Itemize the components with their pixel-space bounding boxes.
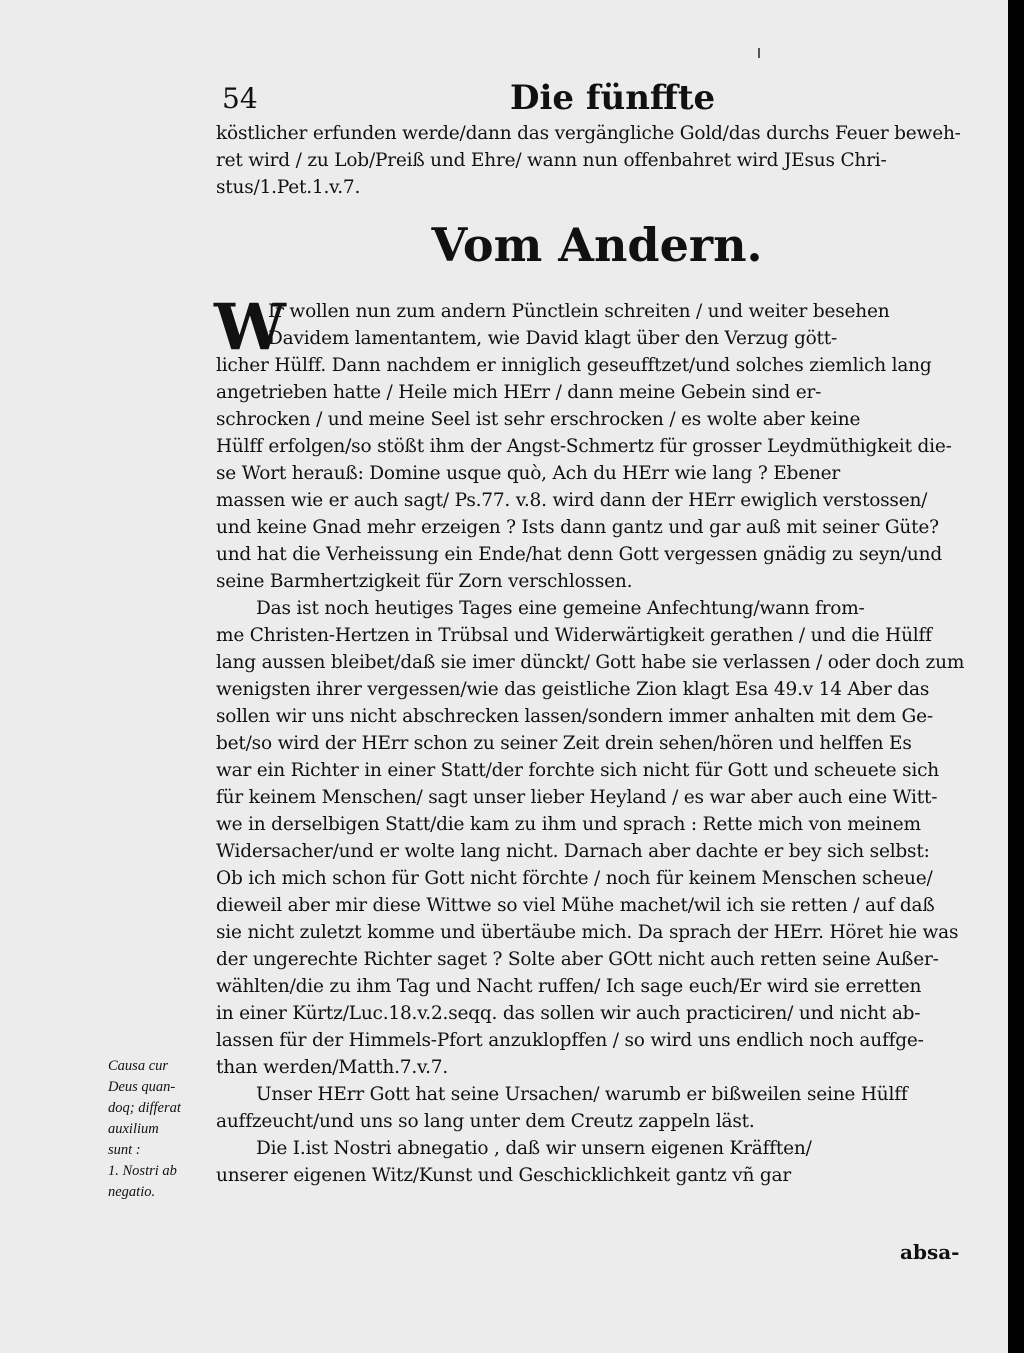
first-paragraph-start xyxy=(268,298,978,352)
text-line: se Wort herauß: Domine usque quò, Ach du HErr wie lang ? Ebener xyxy=(216,463,841,484)
text-line: und keine Gnad mehr erzeigen ? Ists dann gantz und gar auß mit seiner Güte? xyxy=(216,517,939,538)
margin-note-line: 1. Nostri ab xyxy=(108,1163,177,1179)
margin-note-line: doq; differat xyxy=(108,1100,181,1116)
text-line: seine Barmhertzigkeit für Zorn verschlossen. xyxy=(216,571,633,592)
text-line: angetrieben hatte / Heile mich HErr / dann meine Gebein sind er- xyxy=(216,382,822,403)
text-line: than werden/Matth.7.v.7. xyxy=(216,1057,449,1078)
text-line: war ein Richter in einer Statt/der forchte sich nicht für Gott und scheuete sich xyxy=(216,760,939,781)
text-line: stus/1.Pet.1.v.7. xyxy=(216,177,361,198)
margin-note-line: sunt : xyxy=(108,1142,141,1158)
margin-note-line: auxilium xyxy=(108,1121,159,1137)
text-line: wählten/die zu ihm Tag und Nacht ruffen/ Ich sage euch/Er wird sie erretten xyxy=(216,976,922,997)
text-line: Das ist noch heutiges Tages eine gemeine Anfechtung/wann from- xyxy=(256,598,865,619)
running-head: Die fünffte xyxy=(510,78,716,118)
margin-note-line: Deus quan- xyxy=(108,1079,176,1095)
text-line: köstlicher erfunden werde/dann das vergängliche Gold/das durchs Feuer beweh- xyxy=(216,123,961,144)
margin-note xyxy=(108,1056,212,1203)
text-line: sollen wir uns nicht abschrecken lassen/sondern immer anhalten mit dem Ge- xyxy=(216,706,933,727)
text-line: auffzeucht/und uns so lang unter dem Creutz zappeln läst. xyxy=(216,1111,755,1132)
text-line: schrocken / und meine Seel ist sehr erschrocken / es wolte aber keine xyxy=(216,409,861,430)
text-line: Die I.ist Nostri abnegatio , daß wir unsern eigenen Kräfften/ xyxy=(256,1138,812,1159)
text-line: ret wird / zu Lob/Preiß und Ehre/ wann nun offenbahret wird JEsus Chri- xyxy=(216,150,887,171)
catchword: absa- xyxy=(900,1240,960,1264)
text-line: dieweil aber mir diese Wittwe so viel Mühe machet/wil ich sie retten / auf daß xyxy=(216,895,935,916)
text-line: für keinem Menschen/ sagt unser lieber Heyland / es war aber auch eine Witt- xyxy=(216,787,938,808)
margin-note-line: Causa cur xyxy=(108,1058,169,1074)
drop-cap: W xyxy=(214,290,286,365)
scan-edge xyxy=(1008,0,1024,1353)
text-line: und hat die Verheissung ein Ende/hat denn Gott vergessen gnädig zu seyn/und xyxy=(216,544,942,565)
text-line: licher Hülff. Dann nachdem er inniglich geseufftzet/und solches ziemlich lang xyxy=(216,355,932,376)
text-line: Widersacher/und er wolte lang nicht. Darnach aber dachte er bey sich selbst: xyxy=(216,841,930,862)
text-line: Hülff erfolgen/so stößt ihm der Angst-Schmertz für grosser Leydmüthigkeit die- xyxy=(216,436,952,457)
text-line: Unser HErr Gott hat seine Ursachen/ warumb er bißweilen seine Hülff xyxy=(256,1084,908,1105)
stray-ink-mark xyxy=(758,48,760,58)
intro-paragraph xyxy=(216,120,978,201)
margin-note-line: negatio. xyxy=(108,1184,156,1200)
text-line: der ungerechte Richter saget ? Solte aber GOtt nicht auch retten seine Außer- xyxy=(216,949,939,970)
text-line: Ob ich mich schon für Gott nicht förchte / noch für keinem Menschen scheue/ xyxy=(216,868,933,889)
page-number: 54 xyxy=(222,82,258,115)
text-line: bet/so wird der HErr schon zu seiner Zeit drein sehen/hören und helffen Es xyxy=(216,733,912,754)
text-line: lassen für der Himmels-Pfort anzuklopffen / so wird uns endlich noch auffge- xyxy=(216,1030,924,1051)
text-line: unserer eigenen Witz/Kunst und Geschicklichkeit gantz vñ gar xyxy=(216,1165,792,1186)
page-header xyxy=(210,78,970,118)
text-line: me Christen-Hertzen in Trübsal und Widerwärtigkeit gerathen / und die Hülff xyxy=(216,625,932,646)
text-line: massen wie er auch sagt/ Ps.77. v.8. wird dann der HErr ewiglich verstossen/ xyxy=(216,490,928,511)
text-line: sie nicht zuletzt komme und übertäube mich. Da sprach der HErr. Höret hie was xyxy=(216,922,959,943)
section-title: Vom Andern. xyxy=(431,218,763,272)
first-paragraph-body xyxy=(216,352,978,1189)
text-line: we in derselbigen Statt/die kam zu ihm und sprach : Rette mich von meinem xyxy=(216,814,921,835)
text-line: lang aussen bleibet/daß sie imer dünckt/ Gott habe sie verlassen / oder doch zum xyxy=(216,652,965,673)
text-line: wenigsten ihrer vergessen/wie das geistliche Zion klagt Esa 49.v 14 Aber das xyxy=(216,679,930,700)
text-line: Davidem lamentantem, wie David klagt über den Verzug gött- xyxy=(268,328,838,349)
text-line: in einer Kürtz/Luc.18.v.2.seqq. das sollen wir auch practiciren/ und nicht ab- xyxy=(216,1003,921,1024)
text-line: Ir wollen nun zum andern Pünctlein schreiten / und weiter besehen xyxy=(268,301,890,322)
